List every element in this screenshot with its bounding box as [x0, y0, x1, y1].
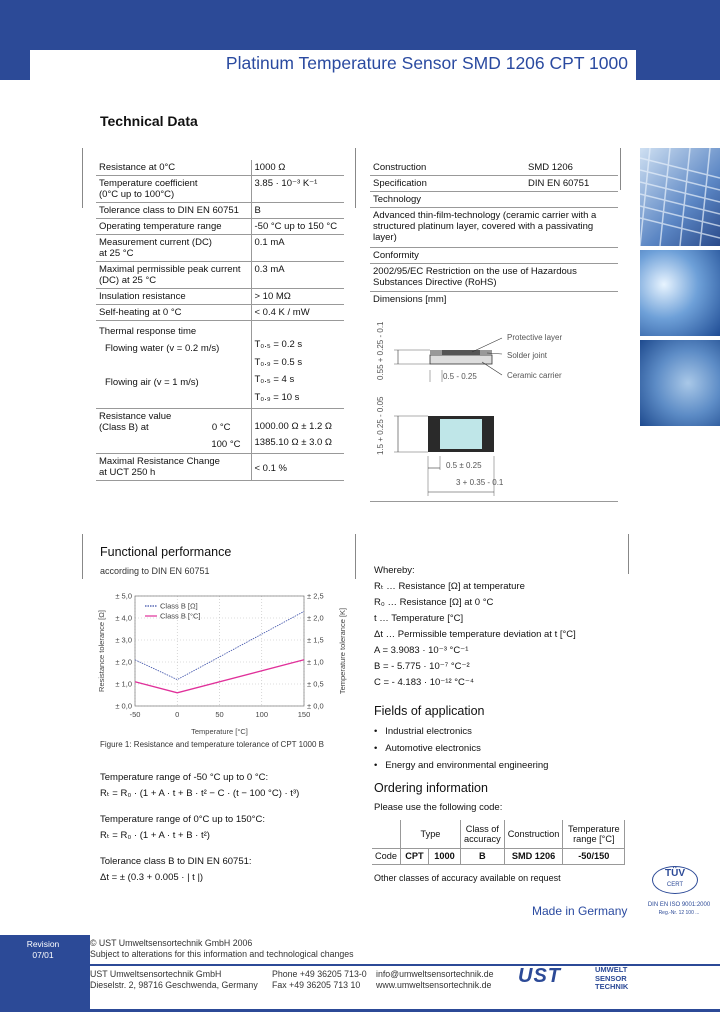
y2-tick-label: ± 0,0	[307, 701, 324, 711]
series-line	[135, 660, 304, 693]
tuv-logo: TÜV CERT	[652, 866, 698, 894]
table-row	[96, 321, 344, 409]
tuv-reg: Reg.-Nr. 12 100 ...	[658, 910, 700, 916]
ust-logo-text: UMWELT SENSOR TECHNIK	[595, 965, 629, 991]
x-tick-label: 50	[215, 710, 224, 719]
whereby-line: t … Temperature [°C]	[374, 613, 464, 624]
y-tick-label: ± 1,0	[115, 679, 132, 689]
y2-tick-label: ± 2,0	[307, 613, 324, 623]
spec-label: Maximal permissible peak current (DC) at 25 °C	[96, 262, 251, 289]
dim-pad-width: 0.5 - 0.25	[443, 372, 477, 381]
whereby-line: Δt … Permissible temperature deviation at t [°C]	[374, 629, 576, 640]
ordering-note: Other classes of accuracy available on request	[374, 873, 561, 883]
ord-cell: B	[460, 848, 504, 864]
drift-value: < 0.1 %	[251, 454, 344, 481]
list-item: • Industrial electronics	[374, 726, 472, 737]
whereby-line: A = 3.9083 · 10⁻³ °C⁻¹	[374, 645, 469, 656]
legend-label: Class B [Ω]	[160, 601, 198, 611]
grid-pattern	[640, 148, 720, 246]
ordering-table	[372, 820, 625, 865]
drift-label: Maximal Resistance Change at UCT 250 h	[96, 454, 251, 481]
spec-label: Construction	[370, 160, 525, 176]
dimensions-heading: Dimensions [mm]	[373, 294, 447, 305]
spec-label: Insulation resistance	[96, 289, 251, 305]
table-row	[96, 305, 344, 321]
y-tick-label: ± 4,0	[115, 613, 132, 623]
spec-value: DIN EN 60751	[525, 176, 618, 192]
y2-tick-label: ± 0,5	[307, 679, 324, 689]
table-row	[96, 262, 344, 289]
conformity-heading: Conformity	[370, 248, 618, 264]
tolerance-title: Tolerance class B to DIN EN 60751:	[100, 856, 252, 867]
tolerance-equation: Δt = ± (0.3 + 0.005 · | t |)	[100, 872, 204, 883]
resistance-value-values: 1000.00 Ω ± 1.2 Ω 1385.10 Ω ± 3.0 Ω	[251, 409, 344, 454]
whereby-title: Whereby:	[374, 565, 415, 576]
whereby-line: Rₜ … Resistance [Ω] at temperature	[374, 581, 525, 592]
spec-label: Temperature coefficient (0°C up to 100°C)	[96, 176, 251, 203]
table-row	[370, 208, 618, 248]
spec-label: Specification	[370, 176, 525, 192]
phone: Phone +49 36205 713-0	[272, 969, 367, 979]
spec-value: 0.1 mA	[251, 235, 344, 262]
x-tick-label: 100	[255, 710, 269, 719]
functional-subtitle: according to DIN EN 60751	[100, 566, 210, 576]
table-row	[96, 235, 344, 262]
ord-cell: 1000	[428, 848, 460, 864]
x-tick-label: -50	[129, 710, 141, 719]
spec-label: Tolerance class to DIN EN 60751	[96, 203, 251, 219]
ust-logo: UST	[518, 965, 561, 987]
y2-tick-label: ± 1,0	[307, 657, 324, 667]
conformity-text: 2002/95/EC Restriction on the use of Hazardous Substances Directive (RoHS)	[370, 264, 618, 292]
ordering-heading: Ordering information	[374, 781, 488, 795]
y2-tick-label: ± 1,5	[307, 635, 324, 645]
table-row	[96, 176, 344, 203]
made-in-germany: Made in Germany	[532, 904, 628, 918]
frame-line	[620, 148, 621, 190]
thermal-values: T₀.₅ = 0.2 s T₀.₉ = 0.5 s T₀.₅ = 4 s T₀.₉ = 10 s	[251, 321, 344, 409]
x-axis-label: Temperature [°C]	[191, 727, 248, 736]
ord-header: Construction	[504, 820, 563, 848]
frame-line	[355, 148, 356, 208]
y2-axis-label: Temperature tolerance [K]	[338, 607, 347, 695]
table-row	[96, 160, 344, 176]
whereby-line: B = - 5.775 · 10⁻⁷ °C⁻²	[374, 661, 470, 672]
solder-joint	[480, 350, 492, 355]
frame-line	[82, 148, 83, 208]
spec-value: < 0.4 K / mW	[251, 305, 344, 321]
company-address: Dieselstr. 2, 98716 Geschwenda, Germany	[90, 980, 258, 990]
whereby-line: C = - 4.183 · 10⁻¹² °C⁻⁴	[374, 677, 475, 688]
dim-pad: 0.5 ± 0.25	[446, 461, 482, 470]
spec-value: 3.85 · 10⁻³ K⁻¹	[251, 176, 344, 203]
spec-value: > 10 MΩ	[251, 289, 344, 305]
fields-list	[374, 724, 548, 774]
spec-value: 0.3 mA	[251, 262, 344, 289]
table-row	[96, 203, 344, 219]
x-tick-label: 150	[297, 710, 311, 719]
solder-joint	[430, 350, 442, 355]
table-row	[372, 848, 625, 864]
table-row	[96, 219, 344, 235]
y-tick-label: ± 5,0	[115, 591, 132, 601]
range1-title: Temperature range of -50 °C up to 0 °C:	[100, 772, 269, 783]
whereby-block	[374, 563, 576, 691]
tuv-cert: DIN EN ISO 9001:2000	[647, 902, 711, 908]
table-row	[370, 192, 618, 208]
y-tick-label: ± 3,0	[115, 635, 132, 645]
dim-width: 1.5 + 0.25 - 0.05	[376, 396, 385, 455]
spec-value: 1000 Ω	[251, 160, 344, 176]
dim-height: 0.55 + 0.25 - 0.1	[376, 321, 385, 380]
table-row	[96, 454, 344, 481]
spec-label: Measurement current (DC) at 25 °C	[96, 235, 251, 262]
technology-heading: Technology	[370, 192, 618, 208]
spec-value: SMD 1206	[525, 160, 618, 176]
table-row	[370, 264, 618, 292]
y-tick-label: ± 0,0	[115, 701, 132, 711]
list-item: • Energy and environmental engineering	[374, 760, 549, 771]
ord-cell: -50/150	[563, 848, 625, 864]
dim-length: 3 + 0.35 - 0.1	[456, 478, 504, 487]
ord-cell: Code	[372, 848, 400, 864]
spec-label: Resistance at 0°C	[96, 160, 251, 176]
series-line	[135, 611, 304, 679]
fax: Fax +49 36205 713 10	[272, 980, 361, 990]
figure-caption: Figure 1: Resistance and temperature tolerance of CPT 1000 B	[100, 740, 324, 749]
table-row	[370, 248, 618, 264]
ord-header: Type	[400, 820, 460, 848]
ordering-subtitle: Please use the following code:	[374, 802, 503, 813]
range2-equation: Rₜ = R₀ · (1 + A · t + B · t²)	[100, 830, 210, 841]
whereby-line: R₀ … Resistance [Ω] at 0 °C	[374, 597, 494, 608]
technical-data-heading: Technical Data	[100, 113, 198, 129]
spec-value: -50 °C up to 150 °C	[251, 219, 344, 235]
range1-equation: Rₜ = R₀ · (1 + A · t + B · t² − C · (t − 100 °C) · t³)	[100, 788, 300, 799]
revision-block: Revision 07/01	[26, 939, 60, 960]
thermal-labels: Thermal response time Flowing water (v = 0.2 m/s) Flowing air (v = 1 m/s)	[96, 321, 251, 409]
y-axis-label: Resistance tolerance [Ω]	[97, 610, 106, 692]
label-solder-joint: Solder joint	[507, 351, 548, 360]
page-title: Platinum Temperature Sensor SMD 1206 CPT 1000	[225, 53, 628, 73]
header-band	[0, 0, 720, 50]
spec-value: B	[251, 203, 344, 219]
table-row	[96, 289, 344, 305]
spec-label: Self-heating at 0 °C	[96, 305, 251, 321]
company-name: UST Umweltsensortechnik GmbH	[90, 969, 222, 979]
frame-line	[628, 534, 629, 574]
photo-flow	[640, 250, 720, 336]
ord-header: Temperature range [°C]	[563, 820, 625, 848]
ord-cell: CPT	[400, 848, 428, 864]
photo-fan	[640, 340, 720, 426]
list-item: • Automotive electronics	[374, 743, 481, 754]
frame-line	[355, 534, 356, 579]
table-row	[370, 160, 618, 176]
legend-label: Class B [°C]	[160, 611, 201, 621]
x-tick-label: 0	[175, 710, 180, 719]
range2-title: Temperature range of 0°C up to 150°C:	[100, 814, 265, 825]
label-ceramic-carrier: Ceramic carrier	[507, 371, 562, 380]
fields-heading: Fields of application	[374, 704, 485, 718]
y-tick-label: ± 2,0	[115, 657, 132, 667]
ord-header: Class of accuracy	[460, 820, 504, 848]
chip-sensor-area	[440, 419, 482, 449]
equations	[100, 770, 299, 886]
table-row	[370, 176, 618, 192]
tolerance-chart	[92, 588, 352, 738]
photo-grid	[640, 148, 720, 246]
ord-cell: SMD 1206	[504, 848, 563, 864]
table-row	[372, 820, 625, 848]
spec-table-left	[96, 160, 344, 481]
subject-notice: Subject to alterations for this information and technological changes	[90, 949, 354, 959]
spec-label: Operating temperature range	[96, 219, 251, 235]
web-link[interactable]: www.umweltsensortechnik.de	[376, 980, 492, 990]
functional-heading: Functional performance	[100, 545, 232, 559]
technology-text: Advanced thin-film-technology (ceramic carrier with a structured platinum layer, covered with a passivating layer)	[370, 208, 618, 248]
frame-line	[82, 534, 83, 579]
resistance-value-labels: Resistance value (Class B) at 0 °C 100 °C	[96, 409, 251, 454]
table-row	[96, 409, 344, 454]
y2-tick-label: ± 2,5	[307, 591, 324, 601]
email-link[interactable]: info@umweltsensortechnik.de	[376, 969, 494, 979]
label-protective-layer: Protective layer	[507, 333, 563, 342]
copyright: © UST Umweltsensortechnik GmbH 2006	[90, 938, 253, 948]
